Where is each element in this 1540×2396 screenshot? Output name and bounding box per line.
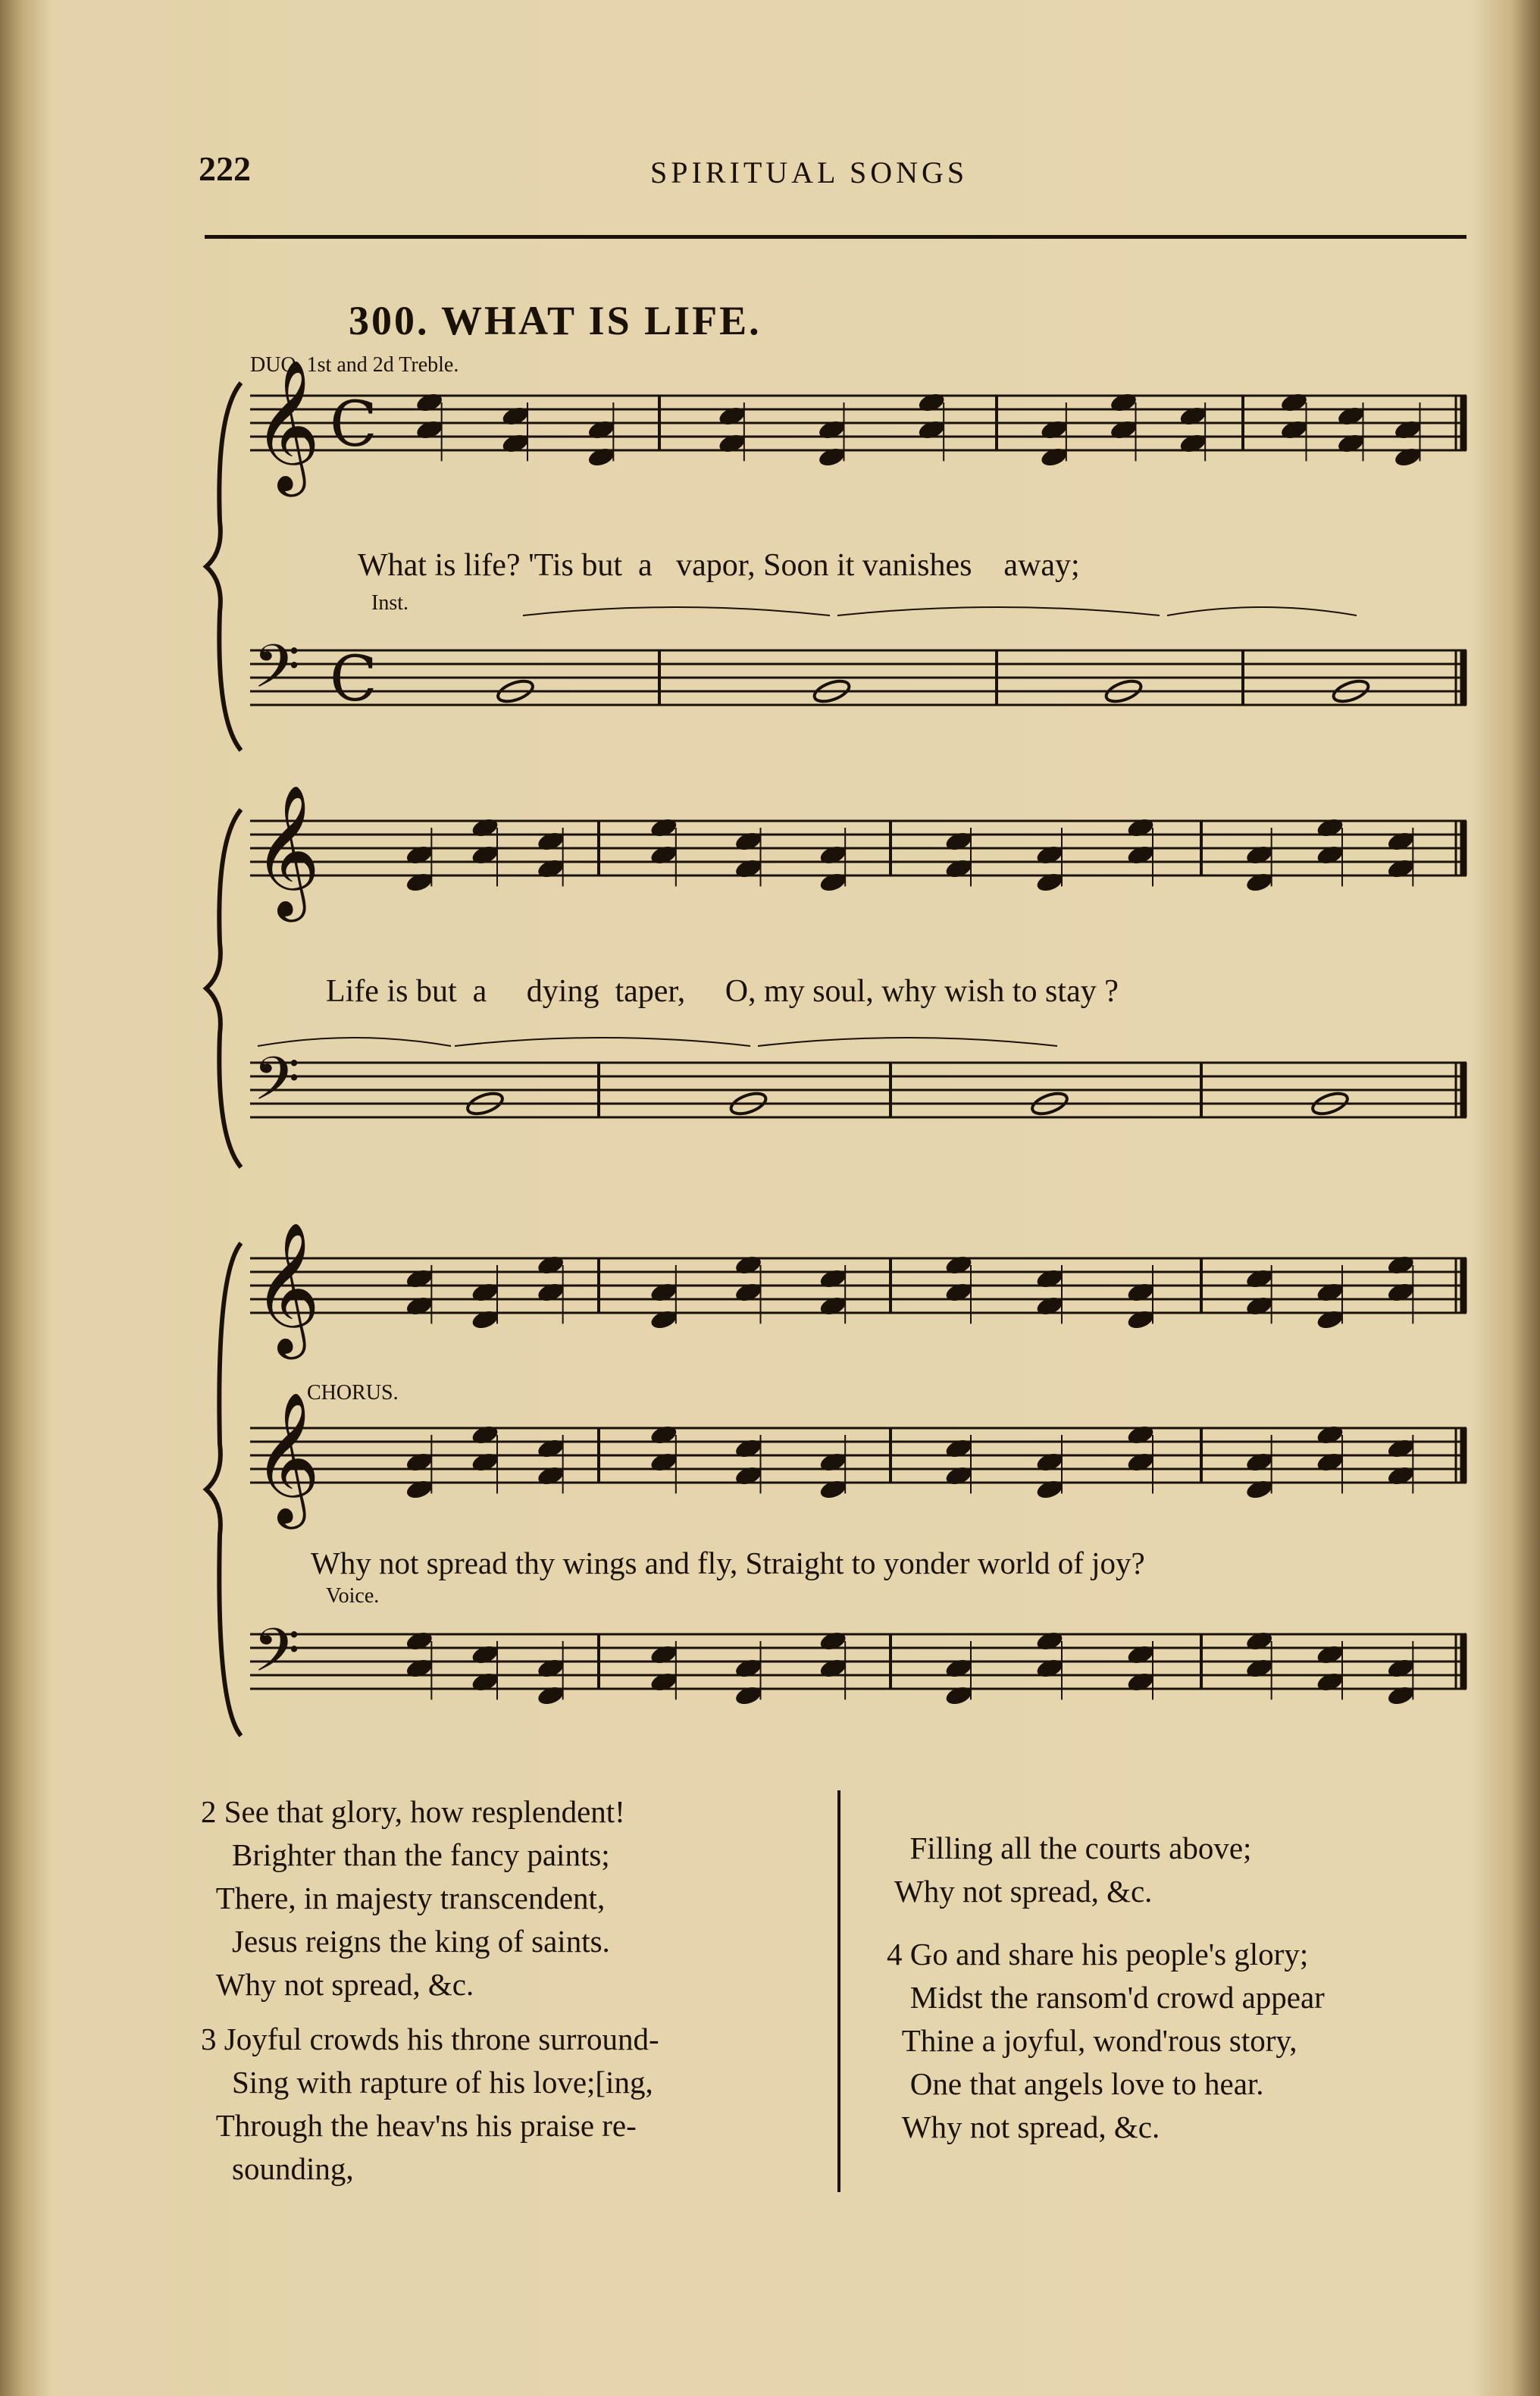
note-head — [405, 1451, 434, 1474]
note-head — [471, 844, 500, 866]
note-head — [1316, 1643, 1345, 1666]
note-head — [1393, 446, 1423, 468]
note-head — [536, 1464, 565, 1487]
slur — [1167, 607, 1357, 615]
note-head — [1244, 1478, 1274, 1501]
note-head — [734, 1437, 763, 1460]
lyrics-line-1: What is life? 'Tis but a vapor, Soon it vanishes away; — [358, 548, 1080, 583]
note-head — [471, 1643, 500, 1666]
note-head — [1386, 1657, 1416, 1680]
slur — [837, 607, 1160, 615]
lyrics-line-3: Why not spread thy wings and fly, Straight to yonder world of joy? — [311, 1546, 1145, 1580]
note-head — [536, 1684, 565, 1707]
note-head — [1126, 1308, 1156, 1331]
slur — [523, 607, 830, 615]
note-head — [649, 816, 678, 839]
note-head — [1178, 432, 1208, 455]
note-head — [1316, 1424, 1345, 1446]
note-head — [405, 871, 434, 894]
note-head — [405, 1295, 434, 1317]
slur — [758, 1038, 1057, 1046]
note-head — [1316, 844, 1345, 866]
note-head — [717, 405, 747, 428]
note-head — [1126, 1281, 1156, 1304]
note-head — [1316, 816, 1345, 839]
note-head — [1244, 1295, 1274, 1317]
note-head — [1035, 1657, 1065, 1680]
note-head — [587, 418, 616, 441]
system-brace — [206, 810, 241, 1167]
note-head — [1316, 1308, 1345, 1331]
note-head — [944, 857, 974, 880]
note-head — [819, 1657, 848, 1680]
note-head — [1035, 1451, 1065, 1474]
note-head — [536, 830, 565, 853]
note-head — [405, 1267, 434, 1290]
note-head — [1336, 405, 1366, 428]
note-head — [471, 816, 500, 839]
verse-3: 3 Joyful crowds his throne surround- Sing with rapture of his love;[ing, Through the heav'ns his praise re- sounding, — [201, 2022, 659, 2186]
note-head — [536, 1254, 565, 1276]
note-head — [734, 857, 763, 880]
note-head — [471, 1308, 500, 1331]
note-head — [734, 1281, 763, 1304]
system-brace — [206, 383, 241, 750]
note-head — [1386, 1684, 1416, 1707]
note-head — [1126, 1451, 1156, 1474]
note-head — [1126, 844, 1156, 866]
note-head — [734, 830, 763, 853]
note-head — [819, 1451, 848, 1474]
note-head — [1178, 405, 1208, 428]
verse-2: 2 See that glory, how resplendent! Brighter than the fancy paints; There, in majesty transcendent, Jesus reigns the king of saints. Why not spread, &c. — [201, 1794, 625, 2002]
note-head — [649, 1281, 678, 1304]
note-head — [817, 446, 847, 468]
note-head — [1109, 418, 1138, 441]
note-head — [471, 1281, 500, 1304]
note-head — [1244, 1630, 1274, 1652]
note-head — [819, 1267, 848, 1290]
note-head — [649, 844, 678, 866]
note-head — [1126, 1671, 1156, 1693]
duo-label: DUO. 1st and 2d Treble. — [250, 353, 459, 377]
slur — [455, 1038, 750, 1046]
running-head: SPIRITUAL SONGS — [650, 155, 969, 189]
note-head — [1126, 816, 1156, 839]
note-head — [501, 432, 531, 455]
note-head — [649, 1671, 678, 1693]
note-head — [405, 1478, 434, 1501]
note-head — [1035, 844, 1065, 866]
note-head — [734, 1684, 763, 1707]
note-head — [1035, 1267, 1065, 1290]
note-head — [819, 844, 848, 866]
note-head — [944, 830, 974, 853]
note-head — [471, 1671, 500, 1693]
treble-clef: 𝄞 — [253, 1222, 321, 1354]
note-head — [649, 1643, 678, 1666]
treble-clef: 𝄞 — [253, 1392, 321, 1524]
chorus-label: CHORUS. — [307, 1381, 399, 1405]
column-rule — [837, 1790, 840, 2192]
note-head — [1244, 1267, 1274, 1290]
note-head — [1244, 1657, 1274, 1680]
common-time: C — [330, 389, 377, 461]
note-head — [944, 1657, 974, 1680]
note-head — [1035, 1630, 1065, 1652]
treble-clef: 𝄞 — [253, 359, 321, 491]
note-head — [1386, 1437, 1416, 1460]
note-head — [944, 1281, 974, 1304]
note-head — [1039, 446, 1069, 468]
note-head — [1336, 432, 1366, 455]
inst-label: Inst. — [371, 591, 408, 615]
note-head — [944, 1437, 974, 1460]
note-head — [1039, 418, 1069, 441]
note-head — [587, 446, 616, 468]
note-head — [1244, 871, 1274, 894]
note-head — [536, 1281, 565, 1304]
note-head — [501, 405, 531, 428]
note-head — [817, 418, 847, 441]
note-head — [819, 1630, 848, 1652]
note-head — [944, 1254, 974, 1276]
note-head — [536, 857, 565, 880]
note-head — [1109, 391, 1138, 414]
note-head — [1386, 1281, 1416, 1304]
note-head — [1126, 1424, 1156, 1446]
note-head — [649, 1451, 678, 1474]
note-head — [1244, 1451, 1274, 1474]
lyrics-line-2: Life is but a dying taper, O, my soul, why wish to stay ? — [326, 974, 1119, 1009]
note-head — [1393, 418, 1423, 441]
note-head — [944, 1464, 974, 1487]
note-head — [471, 1424, 500, 1446]
note-head — [734, 1464, 763, 1487]
note-head — [1386, 830, 1416, 853]
bass-clef: 𝄢 — [253, 1044, 300, 1129]
note-head — [734, 1254, 763, 1276]
bass-clef: 𝄢 — [253, 1615, 300, 1700]
note-head — [405, 1657, 434, 1680]
verse-3-end: Filling all the courts above; Why not spread, &c. — [894, 1831, 1252, 1909]
voice-label: Voice. — [326, 1584, 380, 1608]
note-head — [717, 432, 747, 455]
note-head — [1279, 418, 1309, 441]
note-head — [1386, 857, 1416, 880]
note-head — [917, 418, 947, 441]
note-head — [1035, 1295, 1065, 1317]
note-head — [1244, 844, 1274, 866]
note-head — [1126, 1643, 1156, 1666]
page-number: 222 — [199, 149, 251, 188]
note-head — [415, 418, 444, 441]
note-head — [405, 1630, 434, 1652]
note-head — [471, 1451, 500, 1474]
note-head — [415, 391, 444, 414]
common-time: C — [330, 644, 377, 716]
note-head — [1386, 1254, 1416, 1276]
verse-4: 4 Go and share his people's glory; Midst the ransom'd crowd appear Thine a joyful, wond'rous story, One that angels love to hear. Why not spread, &c. — [887, 1937, 1325, 2144]
note-head — [1316, 1281, 1345, 1304]
note-head — [649, 1308, 678, 1331]
note-head — [1316, 1451, 1345, 1474]
note-head — [1386, 1464, 1416, 1487]
note-head — [1316, 1671, 1345, 1693]
note-head — [819, 871, 848, 894]
hymn-title: 300. WHAT IS LIFE. — [349, 298, 762, 343]
note-head — [819, 1295, 848, 1317]
note-head — [1035, 1478, 1065, 1501]
note-head — [536, 1657, 565, 1680]
note-head — [649, 1424, 678, 1446]
note-head — [819, 1478, 848, 1501]
note-head — [734, 1657, 763, 1680]
note-head — [917, 391, 947, 414]
system-brace — [206, 1243, 241, 1736]
bass-clef: 𝄢 — [253, 631, 300, 716]
note-head — [405, 844, 434, 866]
note-head — [536, 1437, 565, 1460]
note-head — [1035, 871, 1065, 894]
treble-clef: 𝄞 — [253, 785, 321, 916]
note-head — [944, 1684, 974, 1707]
note-head — [1279, 391, 1309, 414]
